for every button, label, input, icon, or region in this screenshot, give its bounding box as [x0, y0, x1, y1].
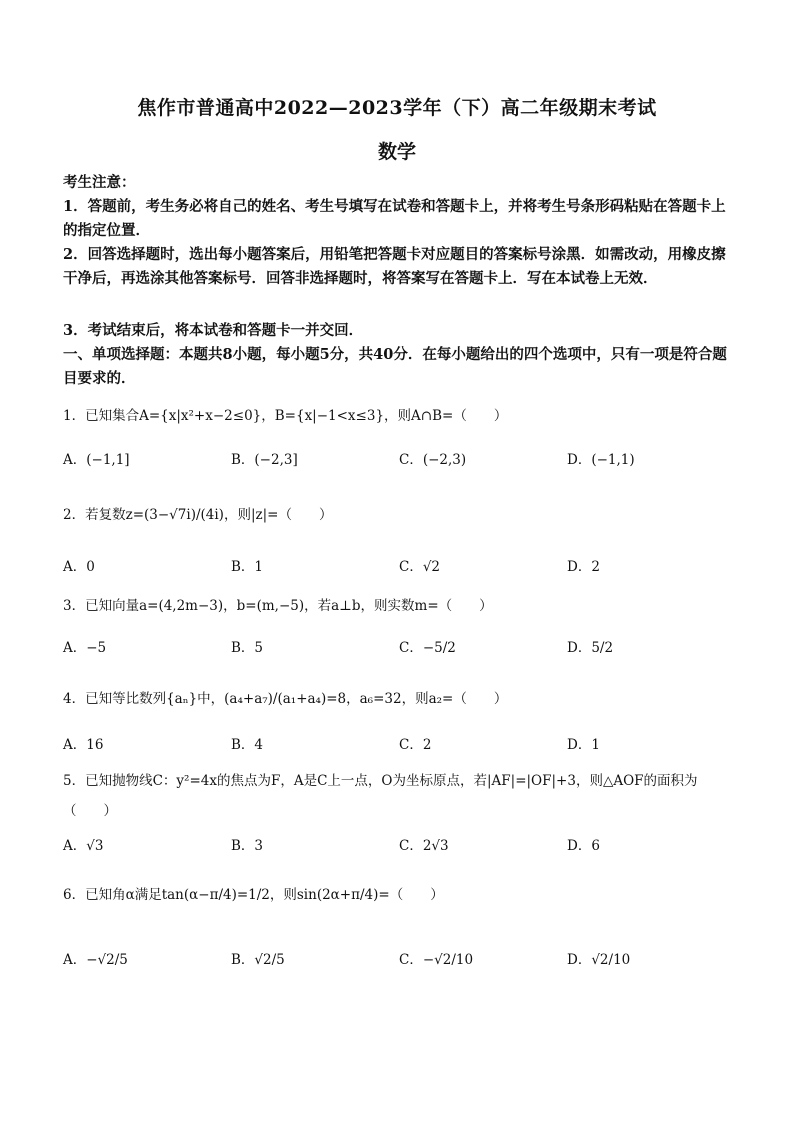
- question-4: 4．已知等比数列{aₙ}中，(a₄+a₇)/(a₁+a₄)=8，a₆=32，则a₂=（ ）: [63, 691, 508, 707]
- exam-subject: 数学: [377, 141, 416, 163]
- q3-option-c: C．−5/2: [399, 640, 456, 656]
- q6-option-c: C．−√2/10: [399, 952, 474, 968]
- notice-heading: 考生注意：: [63, 174, 136, 191]
- q2-option-d: D．2: [567, 559, 600, 575]
- q3-option-d: D．5/2: [567, 640, 614, 656]
- question-3: 3．已知向量a=(4,2m−3)，b=(m,−5)，若a⊥b，则实数m=（ ）: [63, 598, 493, 614]
- notice-item-3: 3．考试结束后，将本试卷和答题卡一并交回．: [63, 322, 364, 339]
- q4-option-a: A．16: [63, 737, 104, 753]
- notice-item-1: 1．答题前，考生务必将自己的姓名、考生号填写在试卷和答题卡上，并将考生号条形码粘贴在答题卡上的指定位置．: [63, 198, 726, 239]
- question-2: 2．若复数z=(3−√7i)/(4i)，则|z|=（ ）: [63, 507, 333, 523]
- q4-option-d: D．1: [567, 737, 600, 753]
- q1-option-a: A．(−1,1]: [63, 452, 130, 468]
- question-5: 5．已知抛物线C：y²=4x的焦点为F，A是C上一点，O为坐标原点，若|AF|=|OF|+3，则△AOF的面积为（ ）: [63, 773, 698, 819]
- q6-option-d: D．√2/10: [567, 952, 631, 968]
- q6-option-b: B．√2/5: [231, 952, 285, 968]
- q1-option-d: D．(−1,1): [567, 452, 635, 468]
- q5-option-d: D．6: [567, 838, 600, 854]
- q5-option-b: B．3: [231, 838, 264, 854]
- notice-item-2: 2．回答选择题时，选出每小题答案后，用铅笔把答题卡对应题目的答案标号涂黑．如需改动，用橡皮擦干净后，再选涂其他答案标号．回答非选择题时，将答案写在答题卡上．写在本试卷上无效．: [63, 246, 726, 287]
- q4-option-c: C．2: [399, 737, 432, 753]
- question-6: 6．已知角α满足tan(α−π/4)=1/2，则sin(2α+π/4)=（ ）: [63, 887, 444, 903]
- q5-option-c: C．2√3: [399, 838, 449, 854]
- q1-option-b: B．(−2,3]: [231, 452, 298, 468]
- q3-option-b: B．5: [231, 640, 264, 656]
- q6-option-a: A．−√2/5: [63, 952, 128, 968]
- question-1: 1．已知集合A={x|x²+x−2≤0}，B={x|−1<x≤3}，则A∩B=（ ）: [63, 408, 508, 424]
- q2-option-c: C．√2: [399, 559, 441, 575]
- q2-option-b: B．1: [231, 559, 264, 575]
- q4-option-b: B．4: [231, 737, 264, 753]
- q1-option-c: C．(−2,3): [399, 452, 467, 468]
- exam-title: 焦作市普通高中2022—2023学年（下）高二年级期末考试: [137, 97, 657, 119]
- q3-option-a: A．−5: [63, 640, 107, 656]
- q5-option-a: A．√3: [63, 838, 104, 854]
- section-heading: 一、单项选择题：本题共8小题，每小题5分，共40分．在每小题给出的四个选项中，只有一项是符合题目要求的．: [63, 346, 727, 387]
- q2-option-a: A．0: [63, 559, 95, 575]
